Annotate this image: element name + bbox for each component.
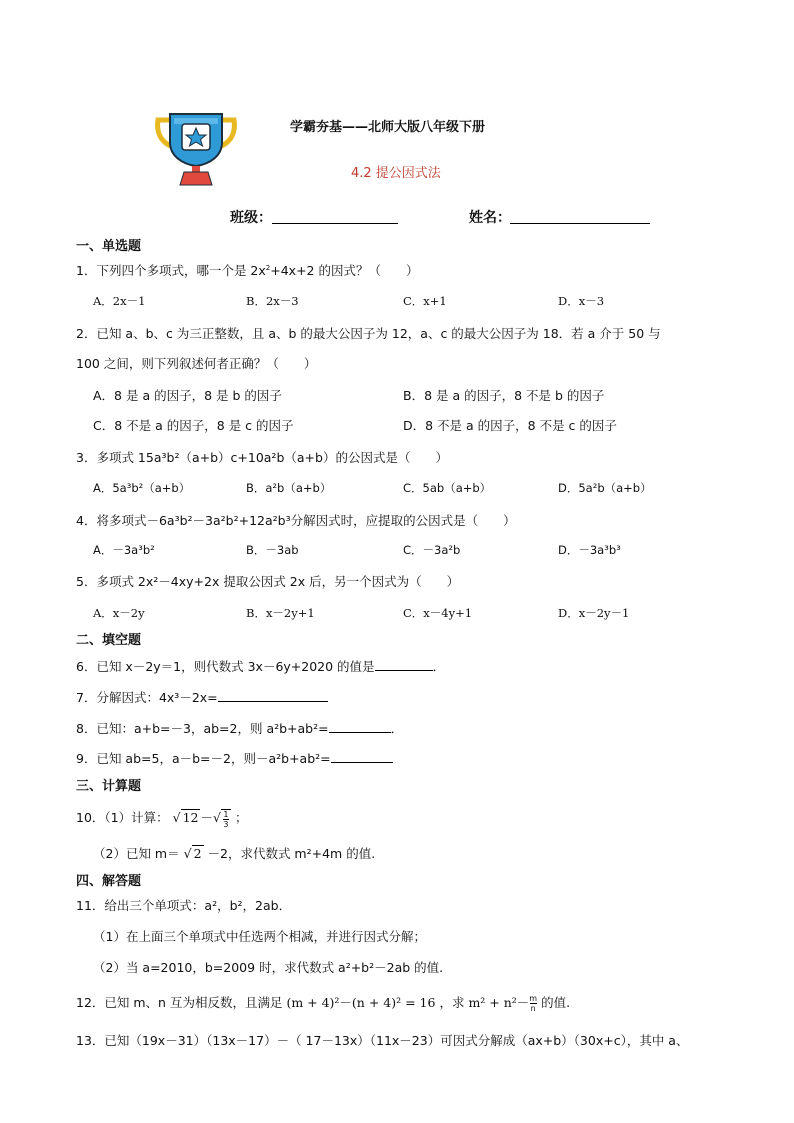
question-6-end: ． — [432, 659, 446, 674]
trophy-logo-icon — [152, 112, 240, 188]
sqrt-2: √ 2 — [183, 846, 202, 861]
q5-option-d[interactable]: D．x－2y－1 — [558, 606, 630, 620]
q12-post: 的值. — [541, 995, 571, 1010]
question-11: 11．给出三个单项式：a²，b²，2ab． — [76, 898, 292, 913]
question-5: 5．多项式 2x²－4xy+2x 提取公因式 2x 后，另一个因式为（ ） — [76, 574, 460, 589]
q12-fraction: $\frac{m}{n}$ — [529, 994, 538, 1013]
q9-answer-blank[interactable] — [331, 752, 393, 763]
q8-answer-blank[interactable] — [329, 722, 391, 733]
question-2-line1: 2．已知 a、b、c 为三正整数，且 a、b 的最大公因子为 12，a、c 的最大公因子为 18．若 a 介于 50 与 — [76, 326, 661, 341]
q12-expression: m² + n²－ — [468, 995, 530, 1010]
q4-option-b[interactable]: B．－3ab — [246, 543, 299, 557]
q5-option-a[interactable]: A．x－2y — [93, 606, 145, 620]
q2-option-b[interactable]: B．8 是 a 的因子，8 不是 b 的因子 — [403, 388, 605, 403]
question-9 — [76, 749, 393, 767]
q5-option-c[interactable]: C．x－4y+1 — [403, 606, 473, 620]
name-label: 姓名： — [469, 210, 511, 226]
q1-option-b[interactable]: B．2x－3 — [246, 294, 299, 308]
question-3: 3．多项式 15a³b²（a+b）c+10a²b（a+b）的公因式是（ ） — [76, 450, 448, 465]
section-heading-single-choice: 一、单选题 — [76, 239, 142, 254]
q4-option-d[interactable]: D．－3a³b³ — [558, 543, 621, 557]
section-heading-fill-blank: 二、填空题 — [76, 633, 142, 648]
page-title: 学霸夯基——北师大版八年级下册 — [290, 120, 486, 135]
q2-option-a[interactable]: A．8 是 a 的因子，8 是 b 的因子 — [93, 388, 282, 403]
question-6 — [76, 657, 445, 675]
q12-mid: ，求 — [439, 995, 465, 1010]
sqrt-12: √ 12 — [172, 810, 199, 825]
question-7-text: 7．分解因式：4x³－2x= — [76, 690, 218, 705]
q10-part2-post: －2，求代数式 m²+4m 的值. — [207, 846, 376, 861]
question-9-text: 9．已知 ab=5，a－b=－2，则－a²b+ab²= — [76, 751, 331, 766]
page-subtitle: 4.2 提公因式法 — [351, 166, 441, 181]
q5-option-b[interactable]: B．x－2y+1 — [246, 606, 315, 620]
question-10-label: 10．（1）计算： — [76, 810, 169, 825]
question-12 — [76, 993, 570, 1013]
q6-answer-blank[interactable] — [375, 660, 433, 671]
question-10-part1: 10．（1）计算： √ 12 －√ $\frac{1}{3}$ ； — [76, 809, 248, 829]
class-label: 班级： — [230, 210, 272, 226]
q3-option-a[interactable]: A．5a³b²（a+b） — [93, 481, 191, 495]
q3-option-b[interactable]: B．a²b（a+b） — [246, 481, 332, 495]
question-8-text: 8．已知：a+b=－3，ab=2，则 a²b+ab²= — [76, 721, 329, 736]
question-1-stem-end: +4x+2 的因式？（ ） — [270, 263, 419, 278]
q12-equation: (m + 4)²－(n + 4)² = 16 — [286, 995, 436, 1010]
question-11-part1: （1）在上面三个单项式中任选两个相减，并进行因式分解； — [93, 929, 426, 944]
question-11-part2: （2）当 a=2010，b=2009 时，求代数式 a²+b²－2ab 的值. — [93, 960, 444, 975]
question-2-line2: 100 之间，则下列叙述何者正确？（ ） — [76, 356, 317, 371]
q7-answer-blank[interactable] — [218, 691, 328, 702]
section-heading-calculation: 三、计算题 — [76, 779, 142, 794]
q4-option-a[interactable]: A．－3a³b² — [93, 543, 155, 557]
sqrt-one-third: √ $\frac{1}{3}$ — [213, 810, 231, 825]
class-field[interactable] — [272, 207, 398, 224]
question-7 — [76, 688, 328, 706]
q4-option-c[interactable]: C．－3a²b — [403, 543, 461, 557]
question-8-end: ． — [390, 721, 404, 736]
q1-option-a[interactable]: A．2x－1 — [93, 294, 146, 308]
question-1: 1．下列四个多项式，哪一个是 $2x^2+4x+2$ 的因式？（ ） — [76, 263, 419, 278]
q3-option-d[interactable]: D．5a²b（a+b） — [558, 481, 652, 495]
section-heading-answer: 四、解答题 — [76, 874, 142, 889]
question-6-text: 6．已知 x－2y＝1，则代数式 3x－6y+2020 的值是 — [76, 659, 375, 674]
question-1-stem: 1．下列四个多项式，哪一个是 2x — [76, 263, 266, 278]
q12-pre: 12．已知 m、n 互为相反数，且满足 — [76, 995, 283, 1010]
question-10-part2 — [93, 844, 375, 862]
q2-option-d[interactable]: D．8 不是 a 的因子，8 不是 c 的因子 — [403, 418, 617, 433]
q3-option-c[interactable]: C．5ab（a+b） — [403, 481, 492, 495]
question-4: 4．将多项式－6a³b²－3a²b²+12a²b³分解因式时，应提取的公因式是（ ） — [76, 513, 516, 528]
q2-option-c[interactable]: C．8 不是 a 的因子，8 是 c 的因子 — [93, 418, 294, 433]
q1-option-d[interactable]: D．x－3 — [558, 294, 605, 308]
q1-option-c[interactable]: C．x+1 — [403, 294, 447, 308]
q10-part2-pre: （2）已知 m＝ — [93, 846, 180, 861]
question-8 — [76, 719, 403, 737]
question-13: 13．已知（19x－31）（13x－17）－（ 17－13x）（11x－23）可因式分解成（ax+b）（30x+c），其中 a、 — [76, 1033, 689, 1048]
name-field[interactable] — [510, 207, 650, 224]
